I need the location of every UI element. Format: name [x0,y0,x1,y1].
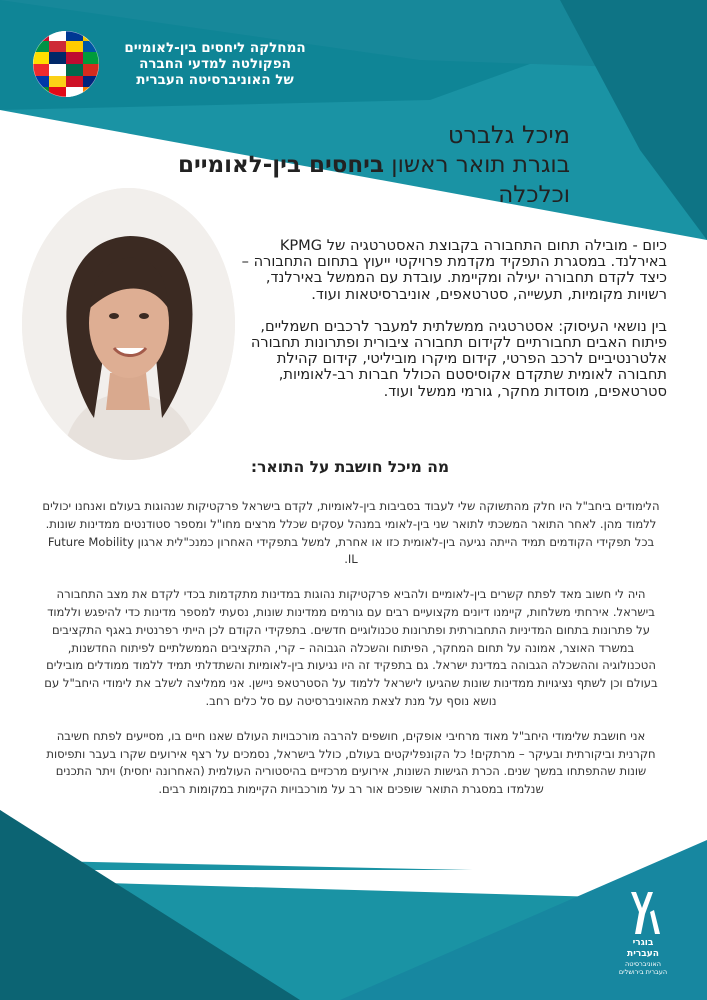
testimonial-paragraph-2: היה לי חשוב מאד לפתח קשרים בין-לאומיים ולהביא פרקטיקות נהוגות במדינות מתקדמות בכדי לקדם את מצב התחבורה בישראל. אירחתי משלחות, קיימנו דיונים מקצועיים רבים עם גורמים ממדינות שונות, נסעתי למספר מדינות כדי להיפגש וללמוד על פתרונות בתחום המדיניות התחבורתית ופתרונות טכנולוגיים חדשים. בתפקידי הקודם לכן הייתי רפרנטית באגף התקציבים במשרד האוצר, אמונה על תחום המחקר, הפיתוח והשכלה הגבוהה – קרי, התקציבים הממשלתיים לפיתוח החדשנות, הטכנולוגיה וההשכלה הגבוהה במדינת ישראל. גם בתפקיד זה היו נגיעות בין-לאומיות והשתדלתי תמיד ללמוד ממודלים מובילים בעולם וכן לשתף נציגויות ממדינות שונות שהגיעו לישראל ללמוד על הסטרטאפ ניישן. אני ממליצה לשלב את לימודי היחב"ל עם נושא נוסף על מנת לצאת מהאוניברסיטה עם סל כלים רחב. [44,587,658,708]
dept-line-3: של האוניברסיטה העברית [136,72,294,88]
portrait-illustration [22,188,235,460]
intro-paragraph-2: בין נושאי העיסוק: אסטרטגיה ממשלתית למעבר לרכבים חשמליים, פיתוח האבים תחבורתיים לקידום תחבורה ציבורית ופתרונות תחבורה אלטרנטיביים לרכב הפרטי, קידום מיקרו מוביליטי, קידום קהילת תחבורה לאומית שתקדם אקוסיסטם הכולל חברות רב-לאומיות, סטרטאפים, מוסדות מחקר, גורמי ממשל ועוד. [250,317,667,400]
testimonial-paragraph-1: הלימודים ביחב"ל היו חלק מהתשוקה שלי לעבוד בסביבות בין-לאומיות, לקדם בישראל פרקטיקות שנהוגות בעולם ואנחנו יכולים ללמוד מהן. לאחר התואר המשכתי לתואר שני בין-לאומי במנהל עסקים שכלל מרצים מחו"ל ומספר סטודנטים ממדינות שונות. בכל תפקידי הקודמים תמיד הייתה נגיעה בין-לאומית כזו או אחרת, למשל בתפקידי האחרון כמנכ"לית ארגון Future Mobility IL. [42,499,660,567]
degree-minor: וכלכלה [498,182,570,208]
degree-major: ביחסים בין-לאומיים [177,152,384,178]
logo-line-4: העברית בירושלים [618,968,668,976]
logo-line-1: בוגרי [632,938,654,948]
profile-photo [22,188,235,460]
dept-line-1: המחלקה ליחסים בין-לאומיים [124,40,306,56]
title-block [150,120,570,210]
department-header [110,40,320,88]
dept-line-2: הפקולטה למדעי החברה [139,56,291,72]
graduate-name: מיכל גלברט [447,121,570,149]
degree-prefix: בוגרת תואר ראשון [391,152,570,178]
globe-flags-logo [32,30,100,98]
alumni-logo [613,888,673,976]
alumni-logo-mark [623,888,663,938]
intro-paragraph-1: כיום - מובילה תחום התחבורה בקבוצת האסטרטגיה של KPMG באירלנד. במסגרת התפקיד מקדמת פרויקטי ייעוץ בתחום התחבורה – כיצד לקדם תחבורה יעילה ומקיימת. עובדת עם הממשל באירלנד, רשויות מקומיות, תעשייה, סטרטאפים, אוניברסיטאות ועוד. [241,237,667,303]
logo-line-3: האוניברסיטה [625,960,661,968]
intro-section [227,238,667,416]
testimonial-body [41,498,661,816]
logo-line-2: העברית [627,949,659,959]
testimonial-paragraph-3: אני חושבת שלימודי היחב"ל מאוד מרחיבי אופקים, חושפים להרבה מורכבויות העולם שאנו חיים בו, מסייעים לפתח חשיבה חקרנית וביקורתית ובעיקר – מרתקים! כל הקונפליקטים בעולם, כולל בישראל, נסמכים על רצף אירועים שקרו בעבר ותפיסות שונות שהתפתחו במשך שנים. הכרת הגישות השונות, אירועים מרכזיים בהיסטוריה העולמית (האחרונה יחסית) ויתר התכנים שנלמדו במסגרת התואר שופכים אור רב על מורכבויות הקיימות במקומות רבים. [46,728,656,797]
section-heading: מה מיכל חושבת על התואר: [250,458,450,476]
degree-line [150,150,570,180]
